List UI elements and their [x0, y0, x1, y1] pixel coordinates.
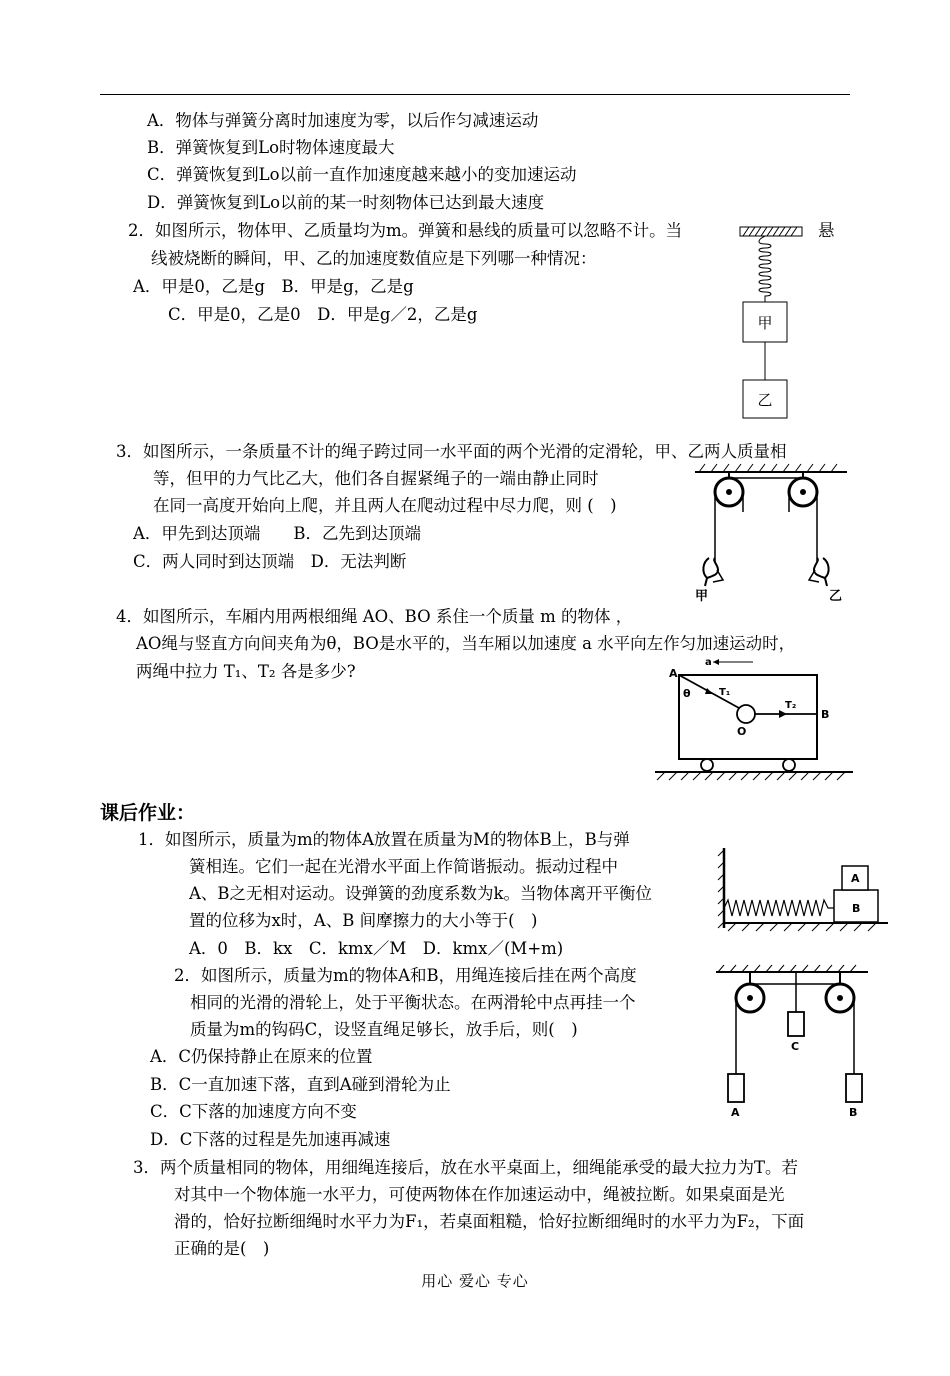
spring-hanging-figure	[735, 222, 810, 422]
svg-text:O: O	[737, 725, 747, 738]
q4-text-line1: 4．如图所示，车厢内用两根细绳 AO、BO 系住一个质量 m 的物体 ，	[116, 607, 633, 626]
spring-blocks-figure	[718, 846, 890, 932]
hw1-text-line3: A、B之无相对运动。设弹簧的劲度系数为k。当物体离开平衡位	[189, 884, 653, 903]
hw1-text-line4: 置的位移为x时，A、B 间摩擦力的大小等于( )	[189, 911, 538, 930]
hw2-option-c: C．C下落的加速度方向不变	[150, 1102, 357, 1121]
svg-text:A: A	[851, 872, 860, 885]
svg-text:C: C	[791, 1040, 800, 1053]
svg-text:甲: 甲	[695, 589, 709, 604]
q2-options-ab: A．甲是0，乙是g B．甲是g，乙是g	[133, 277, 414, 296]
hw2-option-b: B．C一直加速下落，直到A碰到滑轮为止	[150, 1075, 451, 1094]
svg-text:θ: θ	[683, 687, 691, 700]
hw2-option-d: D．C下落的过程是先加速再减速	[150, 1130, 391, 1149]
q3-options-cd: C．两人同时到达顶端 D．无法判断	[133, 552, 407, 571]
q3-text-line1: 3．如图所示，一条质量不计的绳子跨过同一水平面的两个光滑的定滑轮，甲、乙两人质量相	[116, 442, 787, 461]
hw2-option-a: A．C仍保持静止在原来的位置	[150, 1047, 373, 1066]
q2-text-fragment: 悬	[818, 221, 835, 240]
hw1-text-line2: 簧相连。它们一起在光滑水平面上作简谐振动。振动过程中	[189, 857, 618, 876]
mass-b	[846, 1074, 862, 1102]
hw2-text-line2: 相同的光滑的滑轮上，处于平衡状态。在两滑轮中点再挂一个	[190, 993, 636, 1012]
q2-text-line1: 2．如图所示，物体甲、乙质量均为m。弹簧和悬线的质量可以忽略不计。当	[128, 221, 683, 240]
q3-text-line2: 等，但甲的力气比乙大，他们各自握紧绳子的一端由静止同时	[153, 469, 599, 488]
svg-text:乙: 乙	[829, 589, 843, 604]
right-wheel	[783, 759, 795, 771]
q1-option-d: D．弹簧恢复到Lo以前的某一时刻物体已达到最大速度	[147, 193, 545, 212]
homework-heading: 课后作业：	[100, 802, 196, 824]
hook-mass-c	[788, 1012, 804, 1036]
svg-text:B: B	[821, 708, 830, 721]
svg-text:乙: 乙	[757, 391, 773, 409]
hw3-text-line4: 正确的是( )	[174, 1239, 270, 1258]
page-footer: 用心 爱心 专心	[421, 1272, 529, 1290]
q4-text-line3: 两绳中拉力 T₁、T₂ 各是多少?	[136, 662, 356, 681]
spring	[759, 236, 771, 302]
hw1-options: A．0 B．kx C．kmx／M D．kmx／(M+m)	[189, 939, 564, 958]
q1-option-b: B．弹簧恢复到Lo时物体速度最大	[147, 138, 395, 157]
hw3-text-line3: 滑的，恰好拉断细绳时水平力为F₁，若桌面粗糙，恰好拉断细绳时的水平力为F₂，下面	[174, 1212, 805, 1231]
mass-o	[737, 705, 755, 723]
q1-option-a: A．物体与弹簧分离时加速度为零，以后作匀减速运动	[147, 111, 539, 130]
q2-text-line2: 线被烧断的瞬间，甲、乙的加速度数值应是下列哪一种情况：	[151, 249, 597, 268]
q3-options-ab: A．甲先到达顶端 B．乙先到达顶端	[133, 524, 422, 543]
mass-a	[728, 1074, 744, 1102]
hw3-text-line1: 3．两个质量相同的物体，用细绳连接后，放在水平桌面上，细绳能承受的最大拉力为T。若	[133, 1158, 799, 1177]
hw3-text-line2: 对其中一个物体施一水平力，可使两物体在作加速运动中，绳被拉断。如果桌面是光	[174, 1185, 785, 1204]
svg-text:甲: 甲	[757, 314, 773, 332]
svg-text:B: B	[849, 1106, 858, 1119]
svg-text:B: B	[852, 902, 861, 915]
svg-text:a: a	[705, 657, 712, 668]
hw1-text-line1: 1．如图所示，质量为m的物体A放置在质量为M的物体B上，B与弹	[138, 830, 630, 849]
svg-text:T₁: T₁	[719, 687, 731, 698]
pulley-climbers-figure	[695, 462, 855, 602]
q4-text-line2: AO绳与竖直方向间夹角为θ，BO是水平的，当车厢以加速度 a 水平向左作匀加速运动时，	[136, 634, 796, 653]
hw2-text-line1: 2．如图所示，质量为m的物体A和B，用绳连接后挂在两个高度	[174, 966, 637, 985]
svg-text:T₂: T₂	[785, 700, 797, 711]
header-rule	[100, 94, 850, 95]
car-ropes-figure	[655, 655, 855, 785]
spring	[724, 900, 834, 916]
two-pulleys-hook-figure	[712, 962, 872, 1120]
q3-text-line3: 在同一高度开始向上爬，并且两人在爬动过程中尽力爬，则 ( )	[153, 496, 617, 515]
q1-option-c: C．弹簧恢复到Lo以前一直作加速度越来越小的变加速运动	[147, 165, 577, 184]
svg-text:A: A	[731, 1106, 740, 1119]
left-wheel	[701, 759, 713, 771]
q2-options-cd: C．甲是0，乙是0 D．甲是g／2，乙是g	[168, 305, 478, 324]
svg-text:A: A	[669, 667, 678, 680]
hw2-text-line3: 质量为m的钩码C，设竖直绳足够长，放手后，则( )	[190, 1020, 578, 1039]
